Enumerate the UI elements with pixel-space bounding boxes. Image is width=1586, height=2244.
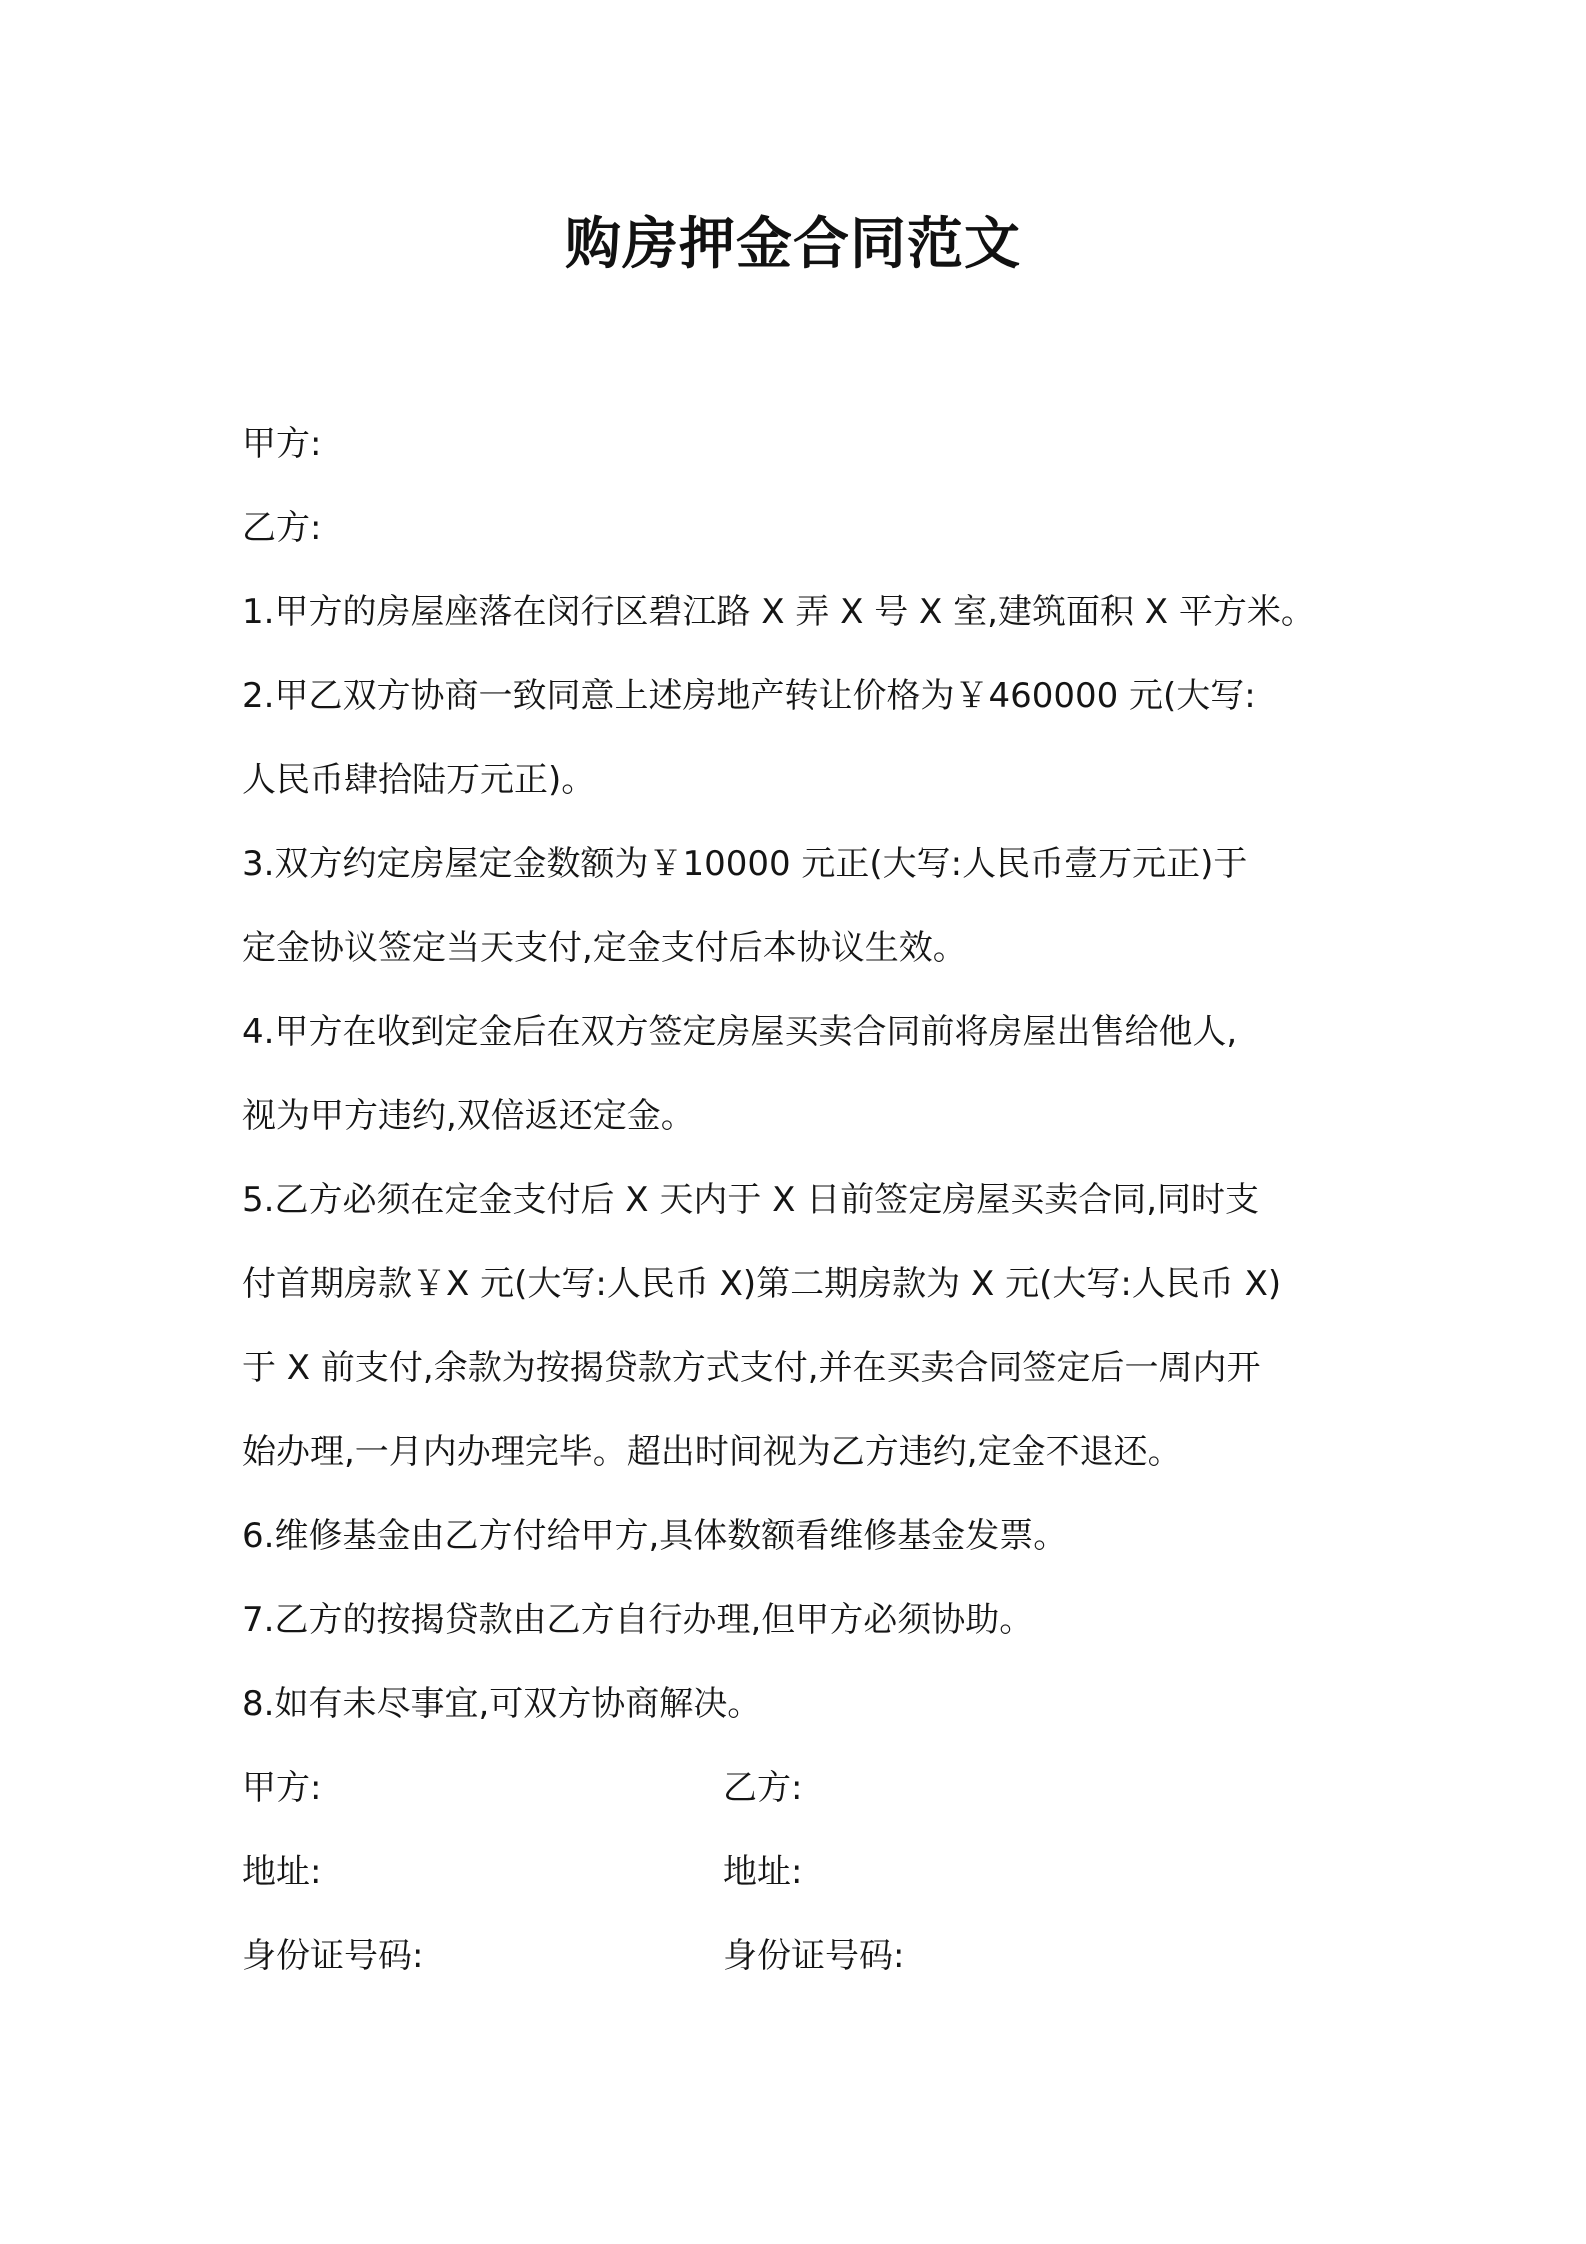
signature-address-a: 地址: [242, 1852, 322, 1892]
clause-4-line-1: 4.甲方在收到定金后在双方签定房屋买卖合同前将房屋出售给他人, [242, 1012, 1238, 1052]
clause-3-line-2: 定金协议签定当天支付,定金支付后本协议生效。 [242, 928, 967, 968]
clause-7-line: 7.乙方的按揭贷款由乙方自行办理,但甲方必须协助。 [242, 1600, 1034, 1640]
clause-3-line-1: 3.双方约定房屋定金数额为￥10000 元正(大写:人民币壹万元正)于 [242, 844, 1248, 884]
document-title: 购房押金合同范文 [565, 212, 1021, 277]
signature-party-row [242, 1746, 1392, 1830]
party-b-label: 乙方: [242, 508, 322, 548]
signature-id-row [242, 1914, 1392, 1998]
signature-party-b: 乙方: [723, 1768, 803, 1808]
clause-2-line-1: 2.甲乙双方协商一致同意上述房地产转让价格为￥460000 元(大写: [242, 676, 1256, 716]
clause-1-line: 1.甲方的房屋座落在闵行区碧江路 X 弄 X 号 X 室,建筑面积 X 平方米。 [242, 592, 1315, 632]
clause-2-line-2: 人民币肆拾陆万元正)。 [242, 760, 596, 800]
signature-id-b: 身份证号码: [723, 1936, 905, 1976]
clause-5-line-1: 5.乙方必须在定金支付后 X 天内于 X 日前签定房屋买卖合同,同时支 [242, 1180, 1260, 1220]
clause-8-line: 8.如有未尽事宜,可双方协商解决。 [242, 1684, 762, 1724]
signature-party-a: 甲方: [242, 1768, 322, 1808]
clause-5-line-2: 付首期房款￥X 元(大写:人民币 X)第二期房款为 X 元(大写:人民币 X) [242, 1264, 1282, 1304]
party-a-label: 甲方: [242, 424, 322, 464]
signature-address-b: 地址: [723, 1852, 803, 1892]
clause-6-line: 6.维修基金由乙方付给甲方,具体数额看维修基金发票。 [242, 1516, 1068, 1556]
clause-4-line-2: 视为甲方违约,双倍返还定金。 [242, 1096, 695, 1136]
signature-id-a: 身份证号码: [242, 1936, 424, 1976]
signature-address-row [242, 1830, 1392, 1914]
document-body [242, 402, 1392, 1998]
clause-5-line-4: 始办理,一月内办理完毕。超出时间视为乙方违约,定金不退还。 [242, 1432, 1182, 1472]
clause-5-line-3: 于 X 前支付,余款为按揭贷款方式支付,并在买卖合同签定后一周内开 [242, 1348, 1261, 1388]
